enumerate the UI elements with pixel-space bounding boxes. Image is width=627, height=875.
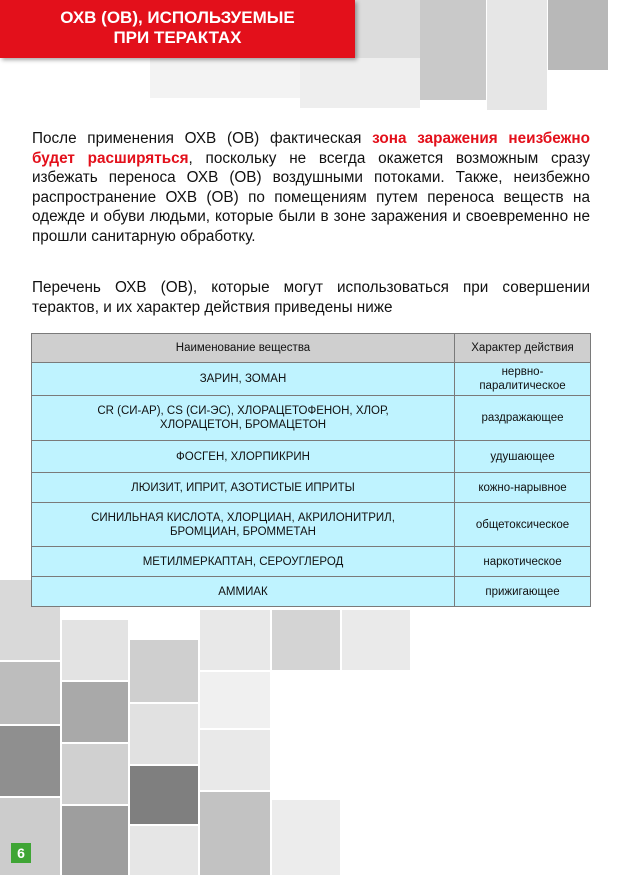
intro-paragraph — [32, 129, 590, 246]
substance-name: АММИАК — [32, 577, 455, 607]
table-row — [32, 547, 591, 577]
column-header-name: Наименование вещества — [32, 334, 455, 363]
substance-action: общетоксическое — [455, 503, 591, 547]
header-title-line2: ПРИ ТЕРАКТАХ — [113, 28, 242, 47]
substance-name: ФОСГЕН, ХЛОРПИКРИН — [32, 441, 455, 473]
substance-action: раздражающее — [455, 396, 591, 441]
page-number-badge: 6 — [11, 843, 31, 863]
substance-name: ЗАРИН, ЗОМАН — [32, 363, 455, 396]
intro-text-a: После применения ОХВ (ОВ) фактическая — [32, 130, 373, 147]
substance-action: наркотическое — [455, 547, 591, 577]
substance-name: СИНИЛЬНАЯ КИСЛОТА, ХЛОРЦИАН, АКРИЛОНИТРИЛ, БРОМЦИАН, БРОММЕТАН — [32, 503, 455, 547]
intro-highlight: зона заражения неизбежно будет расширяться — [32, 130, 590, 167]
table-header-row — [32, 334, 591, 363]
substance-name: МЕТИЛМЕРКАПТАН, СЕРОУГЛЕРОД — [32, 547, 455, 577]
substance-action: нервно-паралитическое — [455, 363, 591, 396]
intro-text-b: , поскольку не всегда окажется возможным сразу избежать переноса ОХВ (ОВ) воздушными потоками. Также, неизбежно распространение ОХВ (ОВ) по помещениям путем переноса веществ на одежде и обуви людьми, которые были в зоне заражения и своевременно не прошли санитарную обработку. — [32, 149, 590, 245]
table-row — [32, 577, 591, 607]
table-row — [32, 363, 591, 396]
substance-name: CR (СИ-АР), CS (СИ-ЭС), ХЛОРАЦЕТОФЕНОН, ХЛОР, ХЛОРАЦЕТОН, БРОМАЦЕТОН — [32, 396, 455, 441]
header-title-line1: ОХВ (ОВ), ИСПОЛЬЗУЕМЫЕ — [60, 8, 295, 27]
substances-table — [31, 333, 591, 607]
substance-action: кожно-нарывное — [455, 473, 591, 503]
table-row — [32, 503, 591, 547]
page-header — [0, 0, 355, 58]
table-row — [32, 396, 591, 441]
substance-name: ЛЮИЗИТ, ИПРИТ, АЗОТИСТЫЕ ИПРИТЫ — [32, 473, 455, 503]
substance-action: прижигающее — [455, 577, 591, 607]
table-row — [32, 441, 591, 473]
substance-action: удушающее — [455, 441, 591, 473]
column-header-action: Характер действия — [455, 334, 591, 363]
table-row — [32, 473, 591, 503]
list-intro-paragraph: Перечень ОХВ (ОВ), которые могут использоваться при совершении терактов, и их характер действия приведены ниже — [32, 279, 590, 316]
